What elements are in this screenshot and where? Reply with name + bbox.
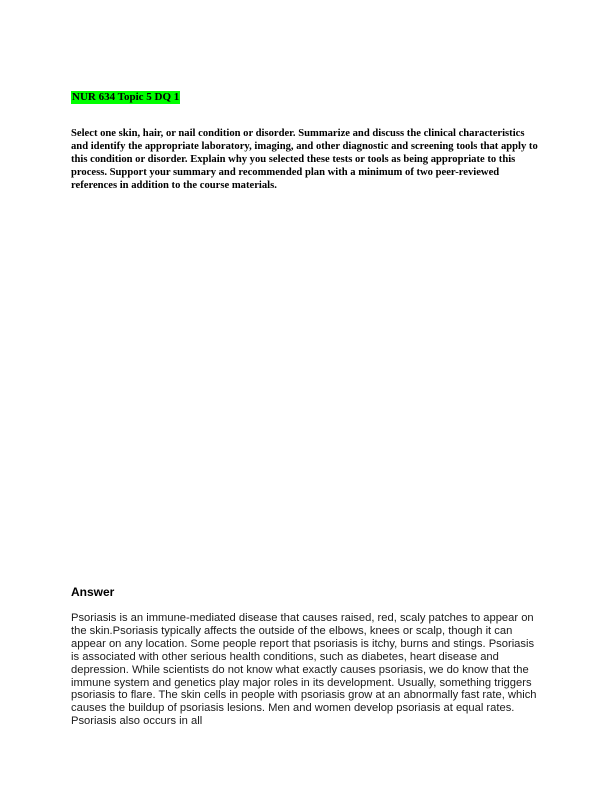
course-title: NUR 634 Topic 5 DQ 1 bbox=[72, 91, 180, 103]
discussion-prompt: Select one skin, hair, or nail condition or disorder. Summarize and discuss the clinical characteristics and identify the appropriate laboratory, imaging, and other diagnostic and screening tools that apply to this condition or disorder. Explain why you selected these tests or tools as being appropriate to this process. Support your summary and recommended plan with a minimum of two peer-reviewed references in addition to the course materials. bbox=[71, 128, 538, 191]
answer-heading: Answer bbox=[71, 585, 115, 599]
answer-body: Psoriasis is an immune-mediated disease that causes raised, red, scaly patches to appear on the skin.Psoriasis typically affects the outside of the elbows, knees or scalp, though it can appear on any location. Some people report that psoriasis is itchy, burns and stings. Psoriasis is associated with other serious health conditions, such as diabetes, heart disease and depression. While scientists do not know what exactly causes psoriasis, we do know that the immune system and genetics play major roles in its development. Usually, something triggers psoriasis to flare. The skin cells in people with psoriasis grow at an abnormally fast rate, which causes the buildup of psoriasis lesions. Men and women develop psoriasis at equal rates. Psoriasis also occurs in all bbox=[71, 612, 537, 728]
